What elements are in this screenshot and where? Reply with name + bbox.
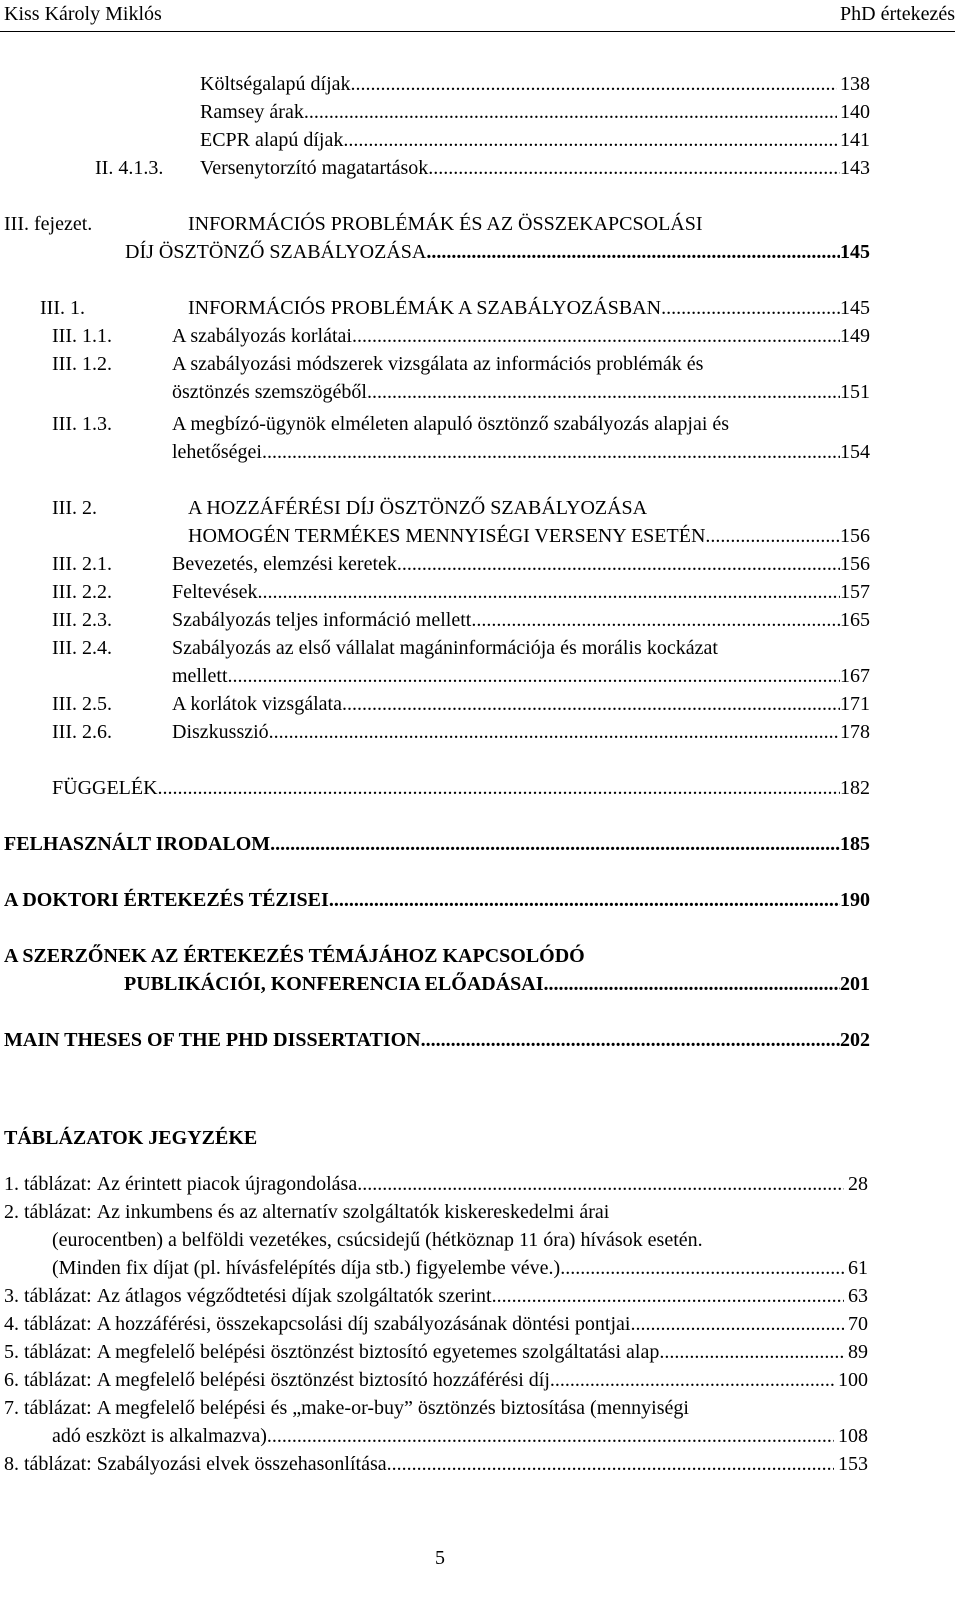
toc-entry-page: 154 <box>840 441 870 463</box>
toc-entry-page: 145 <box>840 297 870 319</box>
table-entry-line1: A megfelelő belépési és „make-or-buy” ösztönzés biztosítása (mennyiségi <box>96 1397 689 1419</box>
toc-entry[interactable] <box>172 580 870 604</box>
toc-entry[interactable] <box>172 692 870 716</box>
toc-entry-title: INFORMÁCIÓS PROBLÉMÁK A SZABÁLYOZÁSBAN <box>188 297 662 319</box>
toc-entry-number: III. fejezet. <box>4 213 93 235</box>
toc-entry-title-line1: Szabályozás az első vállalat magáninformációja és morális kockázat <box>172 637 718 659</box>
table-entry-text: A hozzáférési, összekapcsolási díj szabályozásának döntési pontjai <box>96 1313 631 1335</box>
toc-entry[interactable] <box>188 296 870 320</box>
toc-entry[interactable] <box>172 720 870 744</box>
toc-entry-title-line1: A SZERZŐNEK AZ ÉRTEKEZÉS TÉMÁJÁHOZ KAPCSOLÓDÓ <box>4 945 585 967</box>
toc-leader <box>329 888 840 912</box>
table-entry-page: 28 <box>848 1173 868 1195</box>
toc-entry-page: 201 <box>840 973 870 995</box>
toc-leader <box>630 1312 844 1336</box>
toc-entry-page: 149 <box>840 325 870 347</box>
toc-leader <box>492 1284 844 1308</box>
toc-entry-number: III. 2.2. <box>52 581 112 603</box>
toc-leader <box>426 240 840 264</box>
toc-entry[interactable] <box>200 72 870 96</box>
toc-entry-title: FÜGGELÉK <box>52 777 158 799</box>
toc-entry[interactable] <box>172 552 870 576</box>
toc-leader <box>304 100 837 124</box>
toc-entry[interactable] <box>124 972 870 996</box>
toc-entry-number: III. 1.2. <box>52 353 112 375</box>
toc-entry-page: 141 <box>840 129 870 151</box>
table-entry-page: 63 <box>848 1285 868 1307</box>
toc-leader <box>357 1172 844 1196</box>
toc-entry-title: A szabályozás korlátai <box>172 325 352 347</box>
table-entry-text: Szabályozási elvek összehasonlítása <box>96 1453 387 1475</box>
toc-entry-page: 145 <box>840 241 870 263</box>
toc-entry-title-line2: DÍJ ÖSZTÖNZŐ SZABÁLYOZÁSA <box>125 241 427 263</box>
page-number: 5 <box>435 1547 445 1569</box>
table-entry-prefix: 4. táblázat: <box>4 1313 92 1335</box>
table-entry-line3: (Minden fix díjat (pl. hívásfelépítés díja stb.) figyelembe véve.) <box>52 1257 561 1279</box>
table-entry-text: Az érintett piacok újragondolása <box>96 1173 358 1195</box>
toc-entry[interactable] <box>52 776 870 800</box>
toc-leader <box>367 380 840 404</box>
table-entry-prefix: 2. táblázat: <box>4 1201 92 1223</box>
toc-entry-page: 157 <box>840 581 870 603</box>
toc-leader <box>428 156 840 180</box>
toc-leader <box>705 524 840 548</box>
toc-entry-page: 143 <box>840 157 870 179</box>
toc-leader <box>351 72 837 96</box>
toc-leader <box>258 580 840 604</box>
toc-entry-title: Feltevések <box>172 581 258 603</box>
table-entry[interactable] <box>4 1312 868 1336</box>
toc-leader <box>397 552 840 576</box>
toc-entry[interactable] <box>200 128 870 152</box>
toc-leader <box>352 324 840 348</box>
table-entry-page: 89 <box>848 1341 868 1363</box>
toc-entry-page: 182 <box>840 777 870 799</box>
toc-entry-title-line2: lehetőségei <box>172 441 262 463</box>
toc-entry-page: 178 <box>840 721 870 743</box>
toc-entry-title: MAIN THESES OF THE PHD DISSERTATION <box>4 1029 421 1051</box>
toc-leader <box>471 608 840 632</box>
toc-entry-page: 138 <box>840 73 870 95</box>
toc-leader <box>158 776 840 800</box>
table-entry[interactable] <box>4 1368 868 1392</box>
toc-entry-title-line2: mellett <box>172 665 228 687</box>
table-entry-page: 61 <box>848 1257 868 1279</box>
toc-entry[interactable] <box>4 832 870 856</box>
toc-leader <box>342 692 840 716</box>
header-doc-type: PhD értekezés <box>840 3 955 25</box>
toc-entry-page: 151 <box>840 381 870 403</box>
toc-entry-number: III. 2.1. <box>52 553 112 575</box>
toc-entry-page: 140 <box>840 101 870 123</box>
table-entry-prefix: 6. táblázat: <box>4 1369 92 1391</box>
table-entry-line2: adó eszközt is alkalmazva) <box>52 1425 267 1447</box>
toc-entry-title: Ramsey árak <box>200 101 304 123</box>
toc-entry-title: FELHASZNÁLT IRODALOM <box>4 833 271 855</box>
toc-entry[interactable] <box>4 1028 870 1052</box>
toc-entry-title-line1: A megbízó-ügynök elméleten alapuló ösztönző szabályozás alapjai és <box>172 413 730 435</box>
toc-entry-number: III. 2. <box>52 497 97 519</box>
toc-entry[interactable] <box>200 156 870 180</box>
toc-entry[interactable] <box>200 100 870 124</box>
toc-leader <box>270 832 840 856</box>
toc-entry[interactable] <box>172 440 870 464</box>
toc-entry-title: A DOKTORI ÉRTEKEZÉS TÉZISEI <box>4 889 329 911</box>
toc-entry-number: II. 4.1.3. <box>95 157 164 179</box>
toc-entry-title-line2: ösztönzés szemszögéből <box>172 381 367 403</box>
toc-entry-title-line1: A szabályozási módszerek vizsgálata az információs problémák és <box>172 353 704 375</box>
toc-leader <box>387 1452 834 1476</box>
toc-leader <box>560 1256 844 1280</box>
toc-entry-number: III. 2.4. <box>52 637 112 659</box>
toc-entry-title-line2: PUBLIKÁCIÓI, KONFERENCIA ELŐADÁSAI <box>124 973 544 995</box>
toc-entry-page: 156 <box>840 553 870 575</box>
table-entry-text: A megfelelő belépési ösztönzést biztosító egyetemes szolgáltatási alap <box>96 1341 660 1363</box>
toc-entry[interactable] <box>125 240 870 264</box>
toc-entry-title: Költségalapú díjak <box>200 73 351 95</box>
table-entry-line2: (eurocentben) a belföldi vezetékes, csúcsidejű (hétköznap 11 óra) hívások esetén. <box>52 1229 703 1251</box>
table-entry-prefix: 3. táblázat: <box>4 1285 92 1307</box>
tables-heading: TÁBLÁZATOK JEGYZÉKE <box>4 1127 258 1149</box>
table-entry-page: 153 <box>838 1453 868 1475</box>
toc-entry-title: Szabályozás teljes információ mellett <box>172 609 472 631</box>
table-entry-prefix: 7. táblázat: <box>4 1397 92 1419</box>
toc-entry[interactable] <box>172 324 870 348</box>
toc-entry[interactable] <box>172 608 870 632</box>
toc-entry-title: ECPR alapú díjak <box>200 129 344 151</box>
toc-entry-page: 185 <box>840 833 870 855</box>
table-entry-line1: Az inkumbens és az alternatív szolgáltatók kiskereskedelmi árai <box>96 1201 610 1223</box>
table-entry-prefix: 8. táblázat: <box>4 1453 92 1475</box>
toc-entry-page: 202 <box>840 1029 870 1051</box>
toc-leader <box>544 972 840 996</box>
toc-entry-number: III. 1.3. <box>52 413 112 435</box>
header-author: Kiss Károly Miklós <box>4 3 162 25</box>
toc-leader <box>659 1340 844 1364</box>
toc-entry-number: III. 1.1. <box>52 325 112 347</box>
toc-entry[interactable] <box>172 380 870 404</box>
table-entry[interactable] <box>4 1200 868 1224</box>
toc-entry-page: 156 <box>840 525 870 547</box>
toc-entry-title: Versenytorzító magatartások <box>200 157 429 179</box>
toc-leader <box>269 720 840 744</box>
table-entry[interactable] <box>4 1284 868 1308</box>
toc-entry[interactable] <box>172 664 870 688</box>
toc-leader <box>550 1368 834 1392</box>
table-entry[interactable] <box>4 1172 868 1196</box>
toc-entry-page: 167 <box>840 665 870 687</box>
toc-entry[interactable] <box>4 888 870 912</box>
table-entry-page: 70 <box>848 1313 868 1335</box>
table-entry[interactable] <box>52 1424 868 1448</box>
toc-leader <box>267 1424 834 1448</box>
toc-entry-title-line1: INFORMÁCIÓS PROBLÉMÁK ÉS AZ ÖSSZEKAPCSOLÁSI <box>188 213 703 235</box>
table-entry-text: Az átlagos végződtetési díjak szolgáltatók szerint <box>96 1285 492 1307</box>
running-header <box>0 0 955 32</box>
table-entry[interactable] <box>4 1452 868 1476</box>
toc-entry-number: III. 2.5. <box>52 693 112 715</box>
toc-leader <box>661 296 840 320</box>
toc-leader <box>228 664 840 688</box>
toc-entry-number: III. 2.3. <box>52 609 112 631</box>
toc-leader <box>343 128 837 152</box>
table-entry-prefix: 5. táblázat: <box>4 1341 92 1363</box>
toc-entry-title: A korlátok vizsgálata <box>172 693 342 715</box>
toc-entry-title-line2: HOMOGÉN TERMÉKES MENNYISÉGI VERSENY ESETÉN <box>188 525 706 547</box>
toc-entry-title: Bevezetés, elemzési keretek <box>172 553 397 575</box>
toc-leader <box>262 440 840 464</box>
toc-entry-page: 190 <box>840 889 870 911</box>
toc-entry-number: III. 2.6. <box>52 721 112 743</box>
table-entry-prefix: 1. táblázat: <box>4 1173 92 1195</box>
toc-entry-title: Diszkusszió <box>172 721 269 743</box>
table-entry-page: 100 <box>838 1369 868 1391</box>
toc-entry[interactable] <box>188 524 870 548</box>
table-entry[interactable] <box>4 1396 868 1420</box>
toc-entry-page: 165 <box>840 609 870 631</box>
toc-entry-page: 171 <box>840 693 870 715</box>
toc-entry-title-line1: A HOZZÁFÉRÉSI DÍJ ÖSZTÖNZŐ SZABÁLYOZÁSA <box>188 497 648 519</box>
table-entry-page: 108 <box>838 1425 868 1447</box>
table-entry-text: A megfelelő belépési ösztönzést biztosító hozzáférési díj <box>96 1369 550 1391</box>
table-entry[interactable] <box>4 1340 868 1364</box>
toc-leader <box>421 1028 840 1052</box>
toc-entry-number: III. 1. <box>40 297 85 319</box>
table-entry[interactable] <box>52 1256 868 1280</box>
